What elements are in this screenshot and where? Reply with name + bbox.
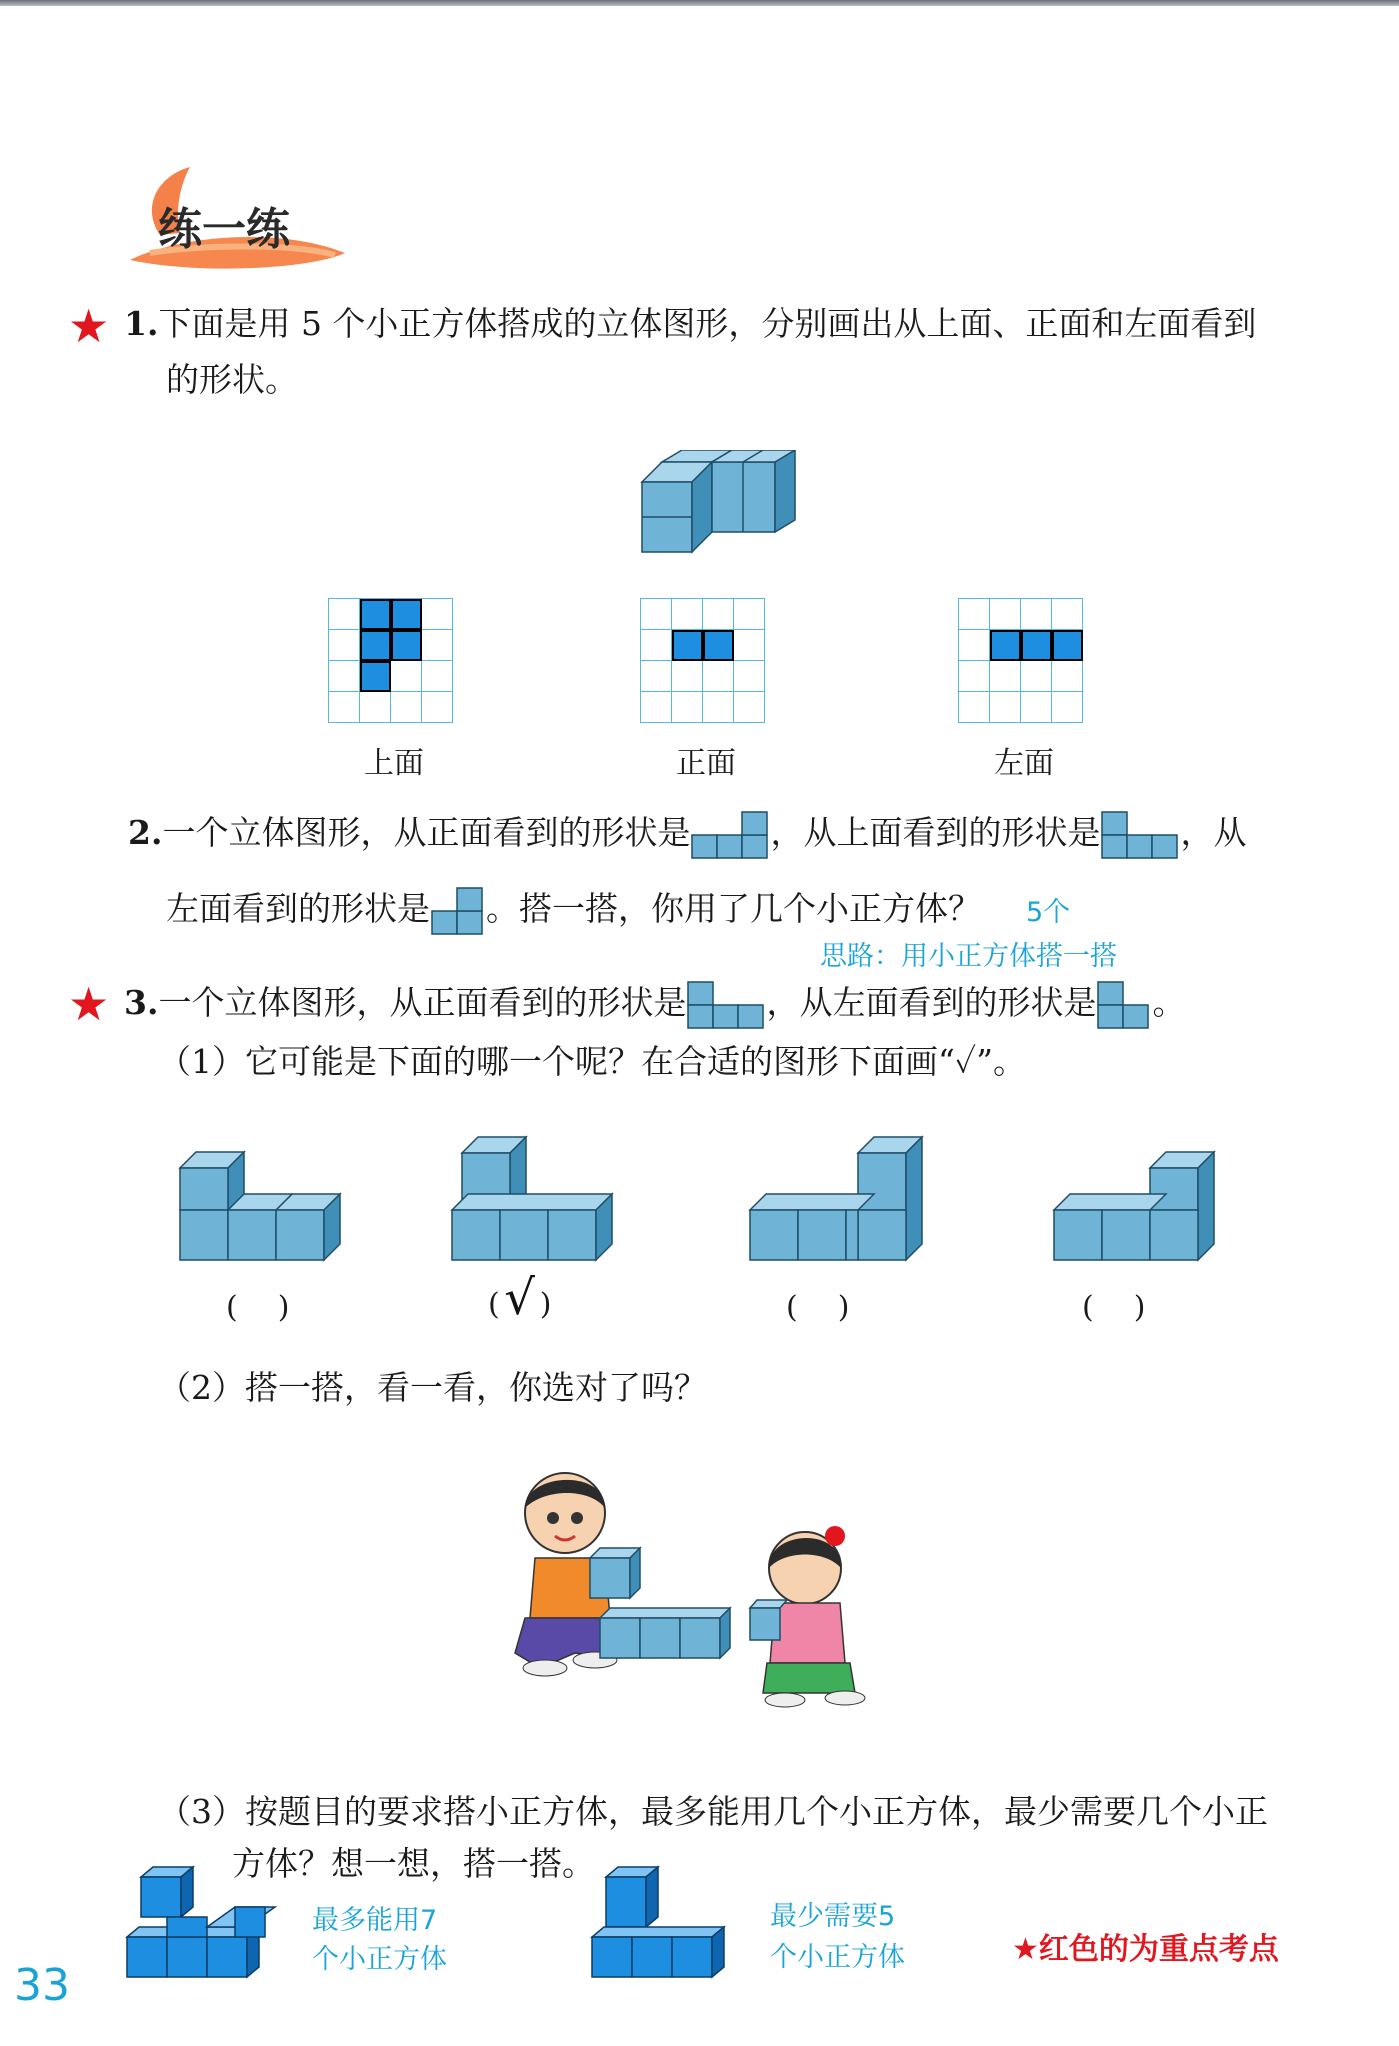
front-view-shape-icon <box>690 810 770 860</box>
page-top-border <box>0 0 1399 6</box>
answer-min-line1: 最少需要5 <box>770 1901 896 1932</box>
q2-line1: 2.一个立体图形，从正面看到的形状是 ，从上面看到的形状是 ，从 <box>128 810 1246 860</box>
q2-answer: 5个 <box>1026 897 1071 928</box>
option-answer-slot-2[interactable]: (√ ) <box>488 1270 552 1326</box>
answer-max-line2: 个小正方体 <box>312 1944 447 1975</box>
section-title-badge <box>120 165 350 275</box>
q3-number: 3. <box>124 983 159 1022</box>
left-view-shape-icon <box>430 886 486 936</box>
section-title: 练一练 <box>158 204 290 255</box>
answer-min-line2: 个小正方体 <box>770 1942 905 1973</box>
q3-sub3-line1: （3）按题目的要求搭小正方体，最多能用几个小正方体，最少需要几个小正 <box>158 1792 1268 1831</box>
q1-text-line2: 的形状。 <box>166 360 298 399</box>
key-point-legend: ★红色的为重点考点 <box>1012 1932 1279 1967</box>
left-view-shape-icon <box>1096 980 1152 1030</box>
option-answer-slot-3[interactable]: ( ) <box>786 1290 850 1325</box>
view-label-left: 左面 <box>994 746 1054 781</box>
q1-solid-figure <box>640 450 800 555</box>
q3-sub2: （2）搭一搭，看一看，你选对了吗？ <box>158 1368 707 1407</box>
view-label-front: 正面 <box>676 746 736 781</box>
q1-number: 1. <box>124 304 159 343</box>
page-number: 33 <box>14 1960 70 2011</box>
view-front <box>640 598 765 781</box>
q3-sub1: （1）它可能是下面的哪一个呢？在合适的图形下面画“✓”。 <box>158 1042 1027 1081</box>
front-view-shape-icon <box>686 980 766 1030</box>
grid-top-view <box>328 598 453 723</box>
option-answer-slot-4[interactable]: ( ) <box>1082 1290 1146 1325</box>
q3-line1: 3.一个立体图形，从正面看到的形状是 ，从左面看到的形状是 。 <box>124 980 1185 1030</box>
children-building-blocks-illustration <box>505 1468 875 1728</box>
q2-line2: 左面看到的形状是 。搭一搭，你用了几个小正方体？ <box>166 886 981 936</box>
q3-sub3-line2: 方体？想一想，搭一搭。 <box>232 1844 595 1883</box>
answer-figure-min <box>590 1865 730 1985</box>
answer-max-line1: 最多能用7 <box>312 1905 438 1936</box>
grid-front-view <box>640 598 765 723</box>
q1-text-line1: 1.下面是用 5 个小正方体搭成的立体图形，分别画出从上面、正面和左面看到 <box>124 304 1257 343</box>
grid-left-view <box>958 598 1083 723</box>
option-figure-3 <box>748 1135 928 1265</box>
answer-figure-max <box>125 1865 290 1985</box>
view-top <box>328 598 453 781</box>
option-figure-4 <box>1052 1150 1232 1265</box>
key-point-star-icon: ★ <box>68 299 110 353</box>
view-left <box>958 598 1083 781</box>
view-label-top: 上面 <box>364 746 424 781</box>
q2-hint: 思路：用小正方体搭一搭 <box>820 941 1117 972</box>
top-view-shape-icon <box>1100 810 1180 860</box>
option-answer-slot-1[interactable]: ( ) <box>226 1290 290 1325</box>
q2-number: 2. <box>128 813 163 852</box>
option-figure-2 <box>450 1135 630 1265</box>
option-figure-1 <box>178 1150 358 1265</box>
key-point-star-icon: ★ <box>68 977 110 1031</box>
